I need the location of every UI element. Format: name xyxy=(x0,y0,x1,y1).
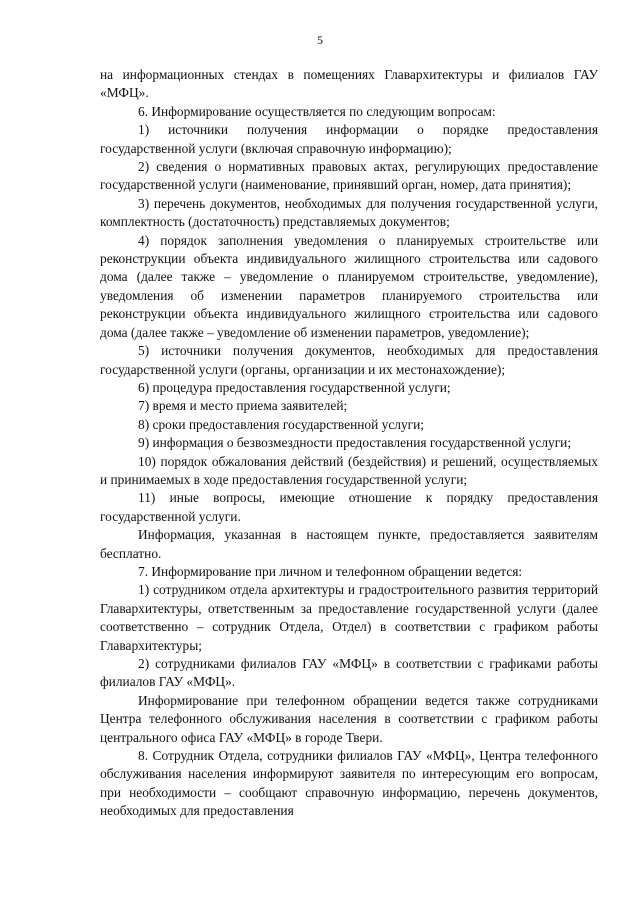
paragraph: 1) источники получения информации о порядке предоставления государственной услуги (включая справочную информацию); xyxy=(100,122,598,156)
paragraph: 11) иные вопросы, имеющие отношение к порядку предоставления государственной услуги. xyxy=(100,490,598,524)
paragraph: 6. Информирование осуществляется по следующим вопросам: xyxy=(138,103,496,119)
document-body xyxy=(100,66,598,821)
paragraph: на информационных стендах в помещениях Главархитектуры и филиалов ГАУ «МФЦ». xyxy=(100,67,598,101)
page-number: 5 xyxy=(317,33,323,47)
paragraph: 10) порядок обжалования действий (бездействия) и решений, осуществляемых и принимаемых в ходе предоставления государственной услуги; xyxy=(100,453,598,487)
paragraph: 6) процедура предоставления государственной услуги; xyxy=(138,379,451,395)
paragraph: 5) источники получения документов, необходимых для предоставления государственной услуги (органы, организации и их местонахождение); xyxy=(100,343,598,377)
paragraph: Информирование при телефонном обращении ведется также сотрудниками Центра телефонного обслуживания населения в соответствии с графиком работы центрального офиса ГАУ «МФЦ» в городе Твери. xyxy=(100,692,598,745)
paragraph: 9) информация о безвозмездности предоставления государственной услуги; xyxy=(138,435,572,451)
paragraph: Информация, указанная в настоящем пункте, предоставляется заявителям бесплатно. xyxy=(100,527,598,561)
paragraph: 2) сведения о нормативных правовых актах, регулирующих предоставление государственной услуги (наименование, принявший орган, номер, дата принятия); xyxy=(100,159,598,193)
paragraph: 3) перечень документов, необходимых для получения государственной услуги, комплектность (достаточность) представляемых документов; xyxy=(100,195,598,230)
paragraph: 2) сотрудниками филиалов ГАУ «МФЦ» в соответствии с графиками работы филиалов ГАУ «МФЦ». xyxy=(100,656,598,690)
paragraph: 7) время и место приема заявителей; xyxy=(138,398,348,414)
paragraph: 8. Сотрудник Отдела, сотрудники филиалов ГАУ «МФЦ», Центра телефонного обслуживания населения информируют заявителя по интересующим его вопросам, при необходимости – сообщают справочную информацию, перечень документов, необходимых для предоставления xyxy=(100,748,598,819)
paragraph: 8) сроки предоставления государственной услуги; xyxy=(138,416,425,432)
paragraph: 7. Информирование при личном и телефонном обращении ведется: xyxy=(138,563,523,579)
paragraph: 1) сотрудником отдела архитектуры и градостроительного развития территорий Главархитектуры, ответственным за предоставление государственной услуги (далее соответственно – сотрудник Отдела, Отдел) в соответствии с графиком работы Главархитектуры; xyxy=(100,582,598,653)
paragraph: 4) порядок заполнения уведомления о планируемых строительстве или реконструкции объекта индивидуального жилищного строительства или садового дома (далее также – уведомление о планируемом строительстве, уведомление), уведомления об изменении параметров планируемого строительства или реконструкции объекта индивидуального жилищного строительства или садового дома (далее также – уведомление об изменении параметров, уведомление); xyxy=(100,232,598,340)
